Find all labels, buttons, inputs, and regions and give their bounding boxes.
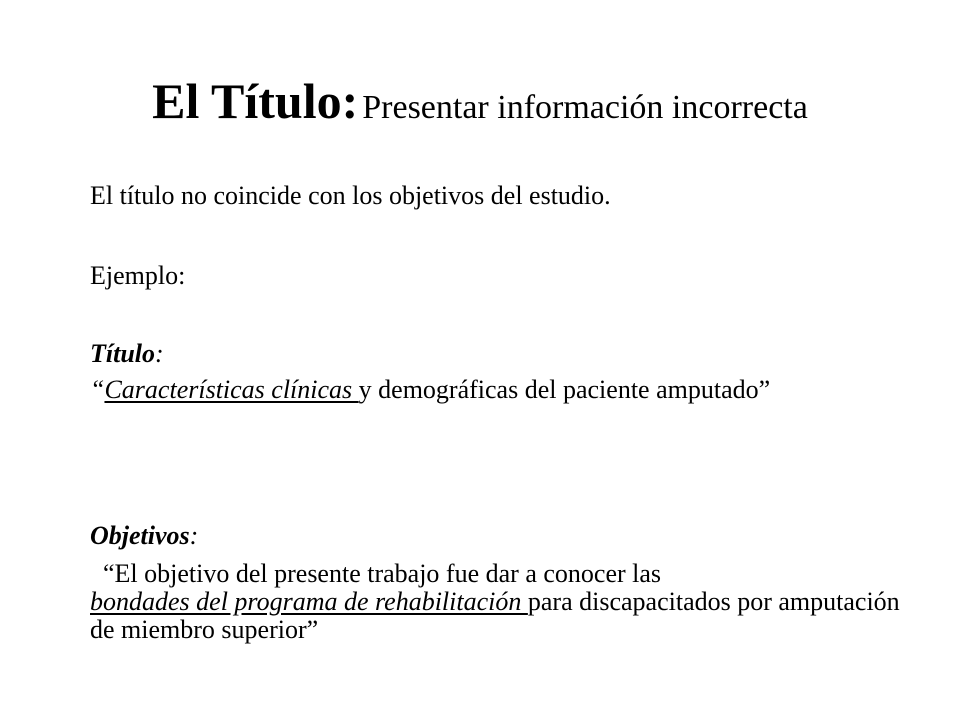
titulo-label xyxy=(90,340,910,368)
slide-title xyxy=(0,73,960,129)
objetivos-rest: para discapacitados por amputación de miembro superior” xyxy=(90,587,907,644)
titulo-underlined: Características clínicas xyxy=(104,375,359,404)
titulo-rest: y demográficas del paciente amputado” xyxy=(358,375,771,404)
objetivos-label xyxy=(90,522,910,550)
example-label: Ejemplo: xyxy=(90,261,186,290)
titulo-label-text: Título xyxy=(90,339,156,368)
objetivos-quote xyxy=(90,560,910,644)
intro-text: El título no coincide con los objetivos del estudio. xyxy=(90,181,611,210)
objetivos-underlined: bondades del programa de rehabilitación xyxy=(90,587,528,616)
objetivos-line1: “El objetivo del presente trabajo fue dar a conocer las xyxy=(90,559,662,588)
titulo-open-quote: “ xyxy=(90,375,105,404)
titulo-quote xyxy=(90,376,910,404)
objetivos-label-colon: : xyxy=(189,521,199,550)
objetivos-label-text: Objetivos xyxy=(90,521,190,550)
titulo-label-colon: : xyxy=(155,339,164,368)
title-main: El Título: xyxy=(152,73,359,129)
title-subtitle: Presentar información incorrecta xyxy=(362,89,808,126)
